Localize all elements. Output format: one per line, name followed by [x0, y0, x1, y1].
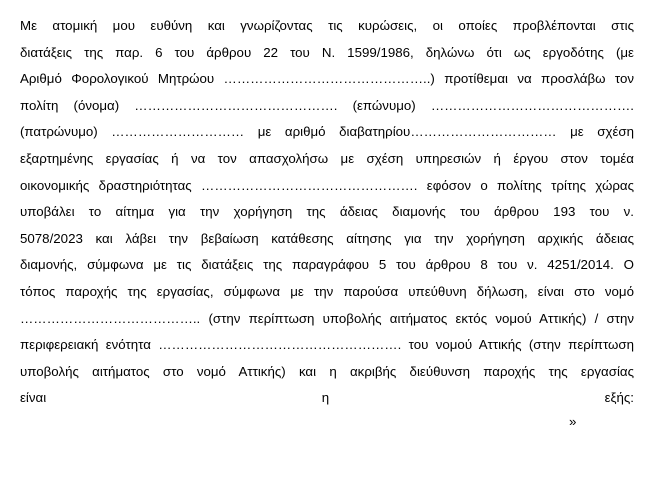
text-line-1: Με ατομική μου ευθύνη και γνωρίζοντας τις κυρώσεις, οι οποίες προβλέπονται στις	[20, 18, 634, 33]
text-line-10: διαμονής, σύμφωνα με τις διατάξεις της παραγράφου 5 του άρθρου 8 του ν. 4251/2014. Ο	[20, 257, 634, 273]
text-line-12: ………………………………….. (στην περίπτωση υποβολής αιτήματος εκτός νομού Αττικής) / στην	[20, 310, 634, 326]
text-line-8: υποβάλει το αίτημα για την χορήγηση της άδειας διαμονής του άρθρου 193 του ν.	[20, 204, 634, 220]
text-line-15: είναι η εξής:	[20, 390, 634, 406]
text-line-4: πολίτη (όνομα) ………………………………………. (επώνυμο) ……………………………………….	[20, 97, 634, 113]
text-line-2: διατάξεις της παρ. 6 του άρθρου 22 του Ν. 1599/1986, δηλώνω ότι ως εργοδότης (με	[20, 44, 634, 60]
closing-quote-mark: »	[569, 413, 577, 429]
text-line-14: υποβολής αιτήματος στο νομό Αττικής) και η ακριβής διεύθυνση παροχής της εργασίας	[20, 363, 634, 379]
text-line-11: τόπος παροχής της εργασίας, σύμφωνα με την παρούσα υπεύθυνη δήλωση, είναι στο νομό	[20, 283, 634, 299]
text-line-7: οικονομικής δραστηριότητας …………………………………………. εφόσον ο πολίτης τρίτης χώρας	[20, 177, 634, 193]
text-line-13: περιφερειακή ενότητα ………………………………………………. του νομού Αττικής (στην περίπτωση	[20, 337, 634, 353]
declaration-text	[20, 13, 634, 432]
text-line-3: Αριθμό Φορολογικού Μητρώου ………………………………………..) προτίθεμαι να προσλάβω τον	[20, 71, 634, 87]
text-line-5: (πατρώνυμο) ………………………… με αριθμό διαβατηρίου…………………………… με σχέση	[20, 124, 634, 140]
text-line-9: 5078/2023 και λάβει την βεβαίωση κατάθεσης αίτησης για την χορήγηση αρχικής άδειας	[20, 230, 634, 246]
text-line-6: εξαρτημένης εργασίας ή να τον απασχολήσω με σχέση υπηρεσιών ή έργου στον τομέα	[20, 150, 634, 166]
